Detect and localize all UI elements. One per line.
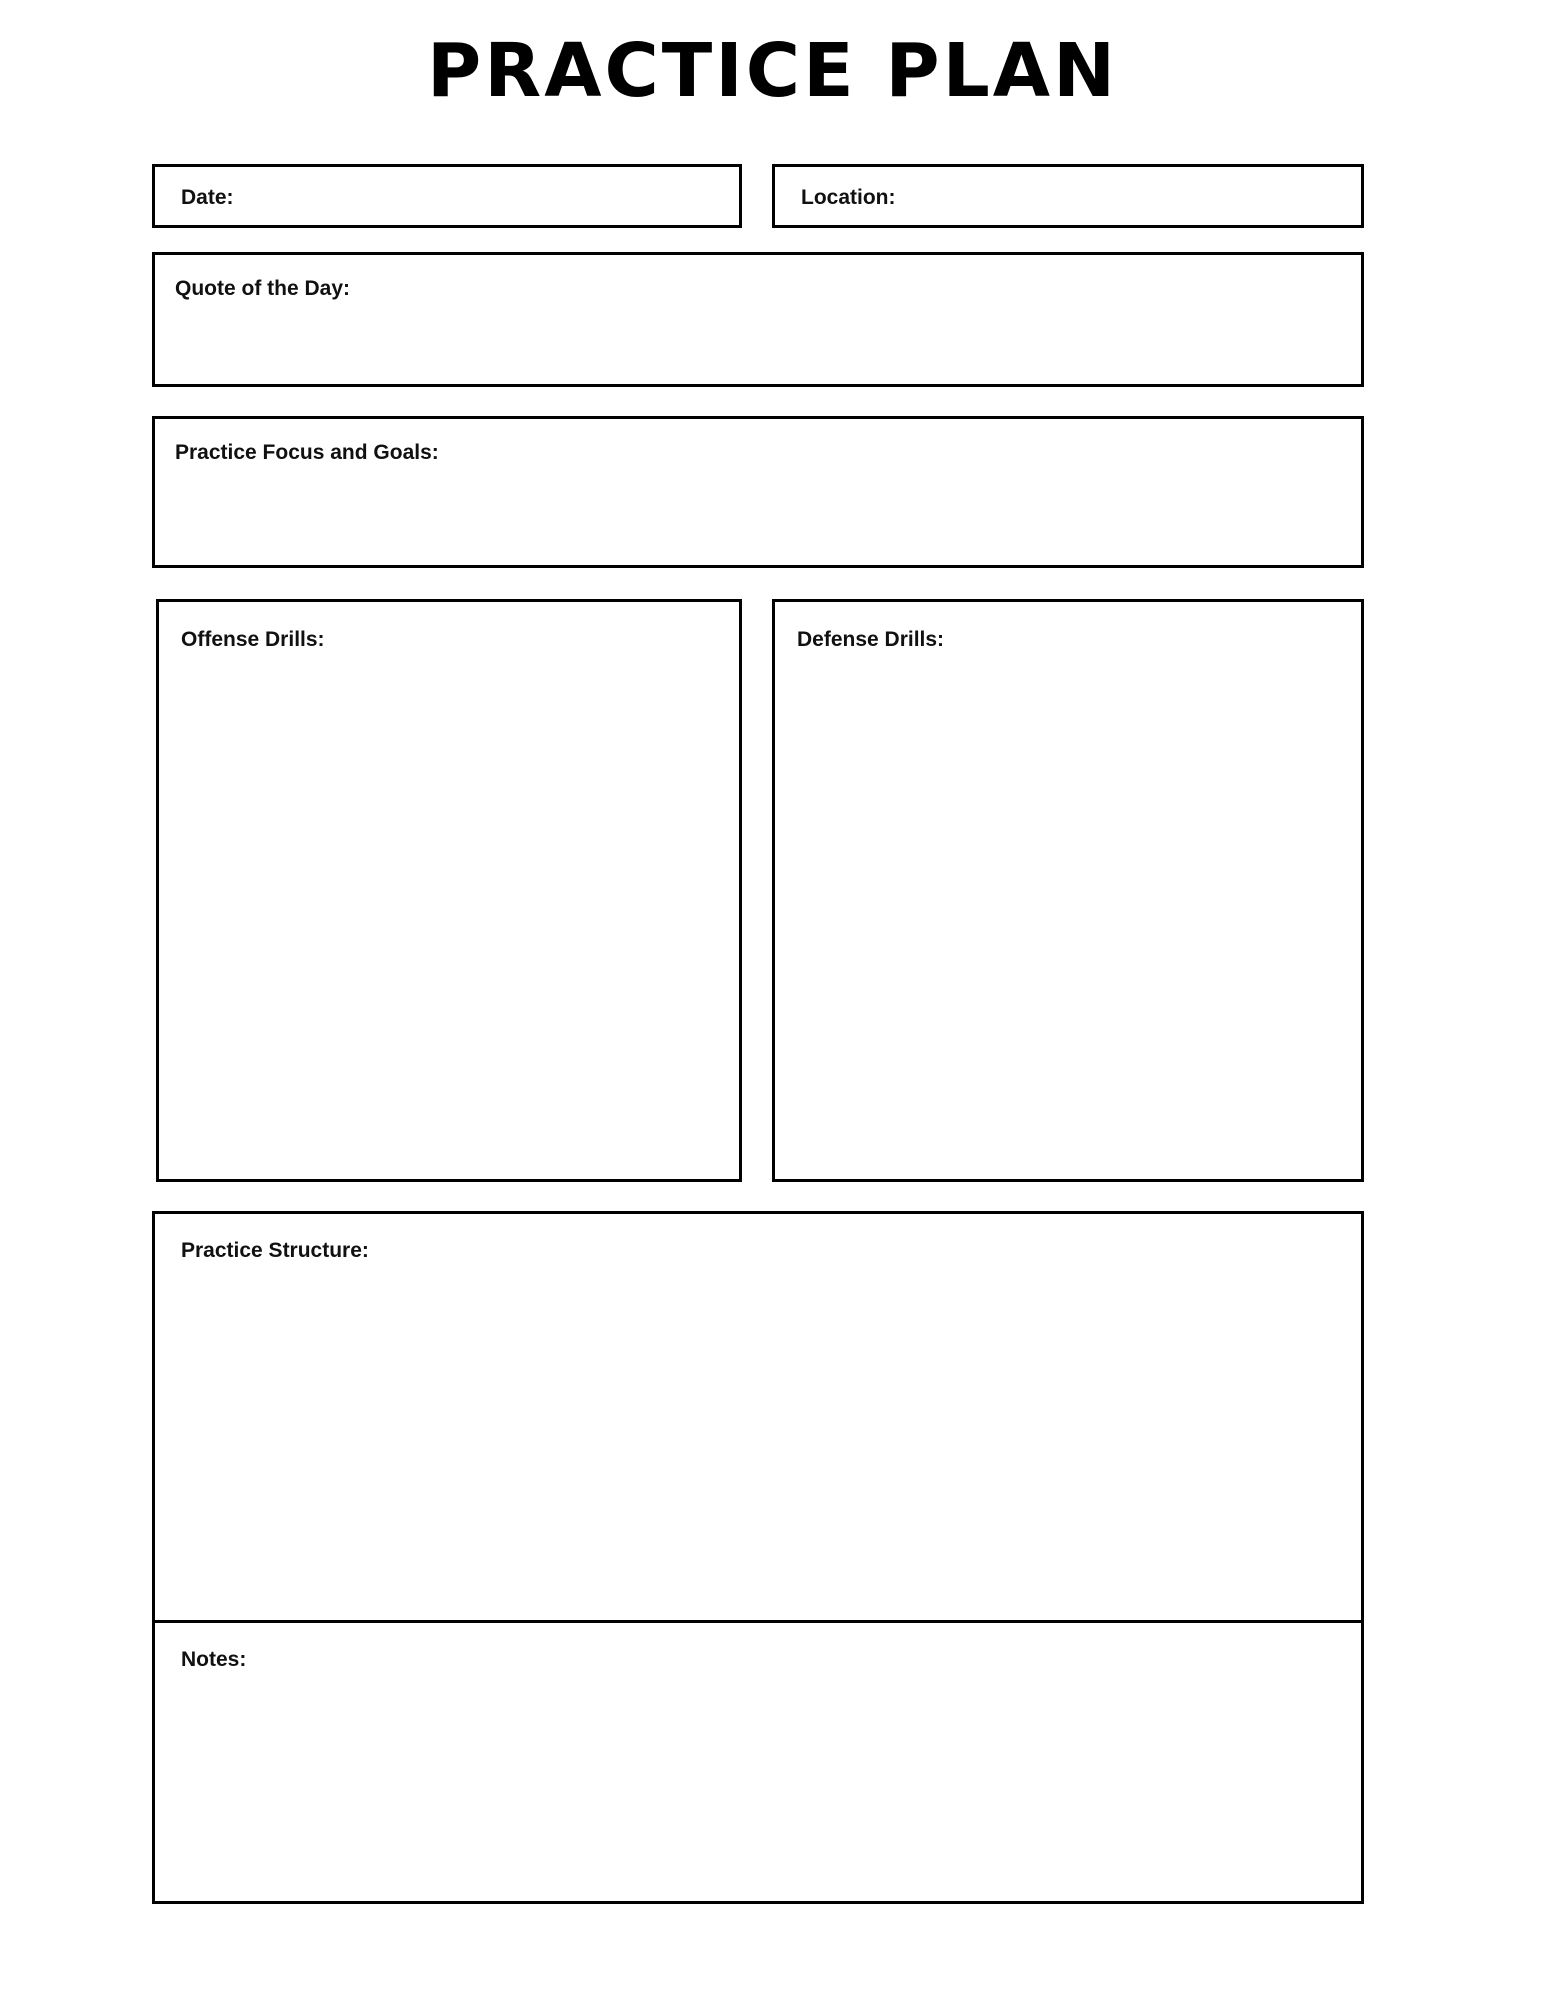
location-field-label: Location: (801, 186, 896, 209)
practice-structure-field[interactable] (152, 1211, 1364, 1623)
offense-drills-field[interactable] (156, 599, 742, 1182)
quote-of-the-day-label: Quote of the Day: (175, 277, 351, 300)
offense-drills-label: Offense Drills: (181, 628, 325, 651)
date-field-label: Date: (181, 186, 234, 209)
defense-drills-label: Defense Drills: (797, 628, 945, 651)
page-title: PRACTICE PLAN (426, 28, 1119, 114)
location-field[interactable] (772, 164, 1364, 228)
defense-drills-field[interactable] (772, 599, 1364, 1182)
quote-of-the-day-field[interactable] (152, 252, 1364, 387)
practice-focus-and-goals-field[interactable] (152, 416, 1364, 568)
practice-structure-label: Practice Structure: (181, 1239, 369, 1262)
notes-field[interactable] (152, 1620, 1364, 1904)
notes-label: Notes: (181, 1648, 247, 1671)
practice-focus-and-goals-label: Practice Focus and Goals: (175, 441, 439, 464)
date-field[interactable] (152, 164, 742, 228)
